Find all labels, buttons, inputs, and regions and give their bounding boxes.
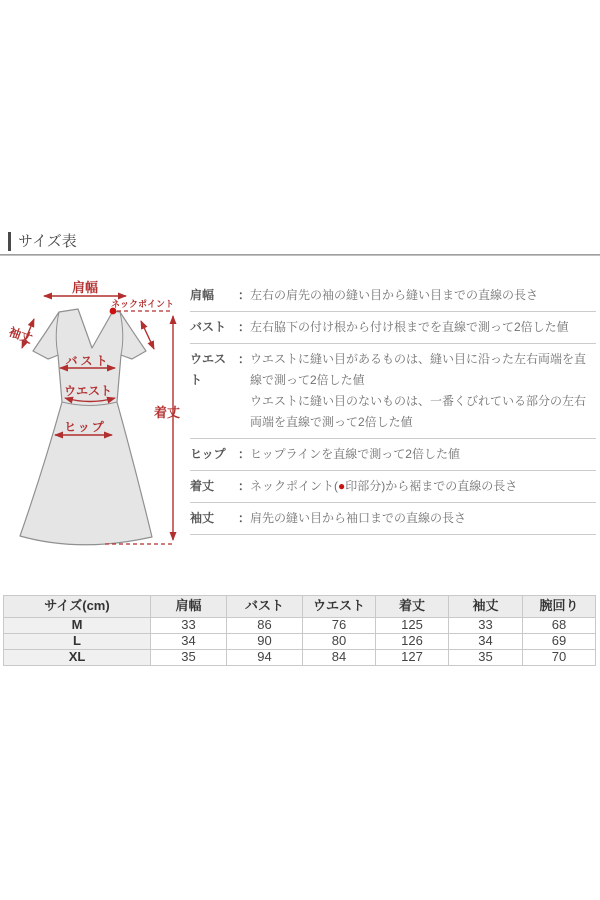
definition-text bbox=[250, 349, 596, 433]
definition-row-sleeve bbox=[190, 503, 596, 535]
definition-text-prefix: ネックポイント( bbox=[250, 479, 338, 493]
measurement-value-cell: 69 bbox=[523, 634, 596, 650]
neck-point-dot-glyph: ● bbox=[338, 479, 346, 493]
definition-label bbox=[190, 285, 250, 306]
size-table-head bbox=[4, 596, 596, 618]
definition-text-line2: ウエストに縫い目のないものは、一番くびれている部分の左右両端を直線で測って2倍した値 bbox=[250, 394, 587, 429]
definition-text: 左右の肩先の袖の縫い目から縫い目までの直線の長さ bbox=[250, 288, 539, 302]
measurement-value-cell: 86 bbox=[227, 618, 303, 634]
table-row-XL bbox=[4, 650, 596, 666]
measurement-value-cell: 80 bbox=[303, 634, 376, 650]
size-name-cell: M bbox=[4, 618, 151, 634]
definition-term: 肩幅 bbox=[190, 288, 215, 302]
column-header-4: 着丈 bbox=[376, 596, 449, 618]
definition-label bbox=[190, 349, 250, 391]
definition-text: 肩先の縫い目から袖口までの直線の長さ bbox=[250, 511, 467, 525]
definition-row-hip bbox=[190, 439, 596, 471]
size-table-header-row bbox=[4, 596, 596, 618]
size-name-cell: L bbox=[4, 634, 151, 650]
measurement-value-cell: 90 bbox=[227, 634, 303, 650]
measurement-value-cell: 35 bbox=[449, 650, 523, 666]
definition-row-shoulder bbox=[190, 280, 596, 312]
definition-term: バスト bbox=[190, 320, 227, 334]
size-table-body bbox=[4, 618, 596, 666]
definition-label bbox=[190, 508, 250, 529]
column-header-3: ウエスト bbox=[303, 596, 376, 618]
measurement-value-cell: 34 bbox=[151, 634, 227, 650]
measurement-value-cell: 33 bbox=[449, 618, 523, 634]
definition-row-length bbox=[190, 471, 596, 503]
definition-colon: ： bbox=[237, 320, 250, 334]
label-bust: バスト bbox=[65, 354, 111, 368]
measurement-value-cell: 35 bbox=[151, 650, 227, 666]
column-header-6: 腕回り bbox=[523, 596, 596, 618]
label-shoulder-width: 肩幅 bbox=[71, 280, 99, 295]
measurement-value-cell: 127 bbox=[376, 650, 449, 666]
measurement-value-cell: 70 bbox=[523, 650, 596, 666]
label-neck-point: ネックポイント bbox=[110, 299, 174, 309]
section-title-text: サイズ表 bbox=[18, 233, 77, 250]
definition-row-waist bbox=[190, 344, 596, 439]
definition-text-suffix: 印部分)から裾までの直線の長さ bbox=[345, 479, 518, 493]
definition-term: 袖丈 bbox=[190, 511, 215, 525]
column-header-5: 袖丈 bbox=[449, 596, 523, 618]
section-title bbox=[8, 232, 77, 251]
definition-row-bust bbox=[190, 312, 596, 344]
size-table bbox=[3, 595, 596, 666]
definition-text: 左右脇下の付け根から付け根までを直線で測って2倍した値 bbox=[250, 320, 569, 334]
definition-text-line1: ウエストに縫い目があるものは、縫い目に沿った左右両端を直線で測って2倍した値 bbox=[250, 352, 587, 387]
measurement-value-cell: 34 bbox=[449, 634, 523, 650]
definition-text: ヒップラインを直線で測って2倍した値 bbox=[250, 447, 460, 461]
definition-label bbox=[190, 476, 250, 497]
definition-term: ヒップ bbox=[190, 447, 226, 461]
table-row-M bbox=[4, 618, 596, 634]
label-waist: ウエスト bbox=[63, 384, 113, 398]
definition-colon: ： bbox=[237, 479, 250, 493]
measurement-value-cell: 33 bbox=[151, 618, 227, 634]
definition-colon: ： bbox=[237, 352, 250, 366]
definition-term: ウエスト bbox=[190, 352, 227, 387]
sleeve-length-arrow-right bbox=[141, 321, 154, 349]
measurement-definitions bbox=[190, 280, 596, 535]
measurement-value-cell: 76 bbox=[303, 618, 376, 634]
definition-label bbox=[190, 444, 250, 465]
column-header-0: サイズ(cm) bbox=[4, 596, 151, 618]
label-hip: ヒップ bbox=[64, 420, 106, 434]
measurement-value-cell: 126 bbox=[376, 634, 449, 650]
label-garment-length: 着丈 bbox=[154, 405, 181, 420]
label-sleeve-length: 袖丈 bbox=[6, 324, 35, 347]
title-divider bbox=[0, 254, 600, 256]
dress-diagram bbox=[0, 275, 195, 567]
definition-colon: ： bbox=[237, 288, 250, 302]
measurement-value-cell: 68 bbox=[523, 618, 596, 634]
definition-colon: ： bbox=[237, 511, 250, 525]
definition-label bbox=[190, 317, 250, 338]
size-name-cell: XL bbox=[4, 650, 151, 666]
measurement-value-cell: 94 bbox=[227, 650, 303, 666]
measurement-value-cell: 84 bbox=[303, 650, 376, 666]
column-header-1: 肩幅 bbox=[151, 596, 227, 618]
table-row-L bbox=[4, 634, 596, 650]
dress-diagram-svg bbox=[0, 275, 195, 567]
measurement-value-cell: 125 bbox=[376, 618, 449, 634]
column-header-2: バスト bbox=[227, 596, 303, 618]
definition-colon: ： bbox=[237, 447, 250, 461]
definition-term: 着丈 bbox=[190, 479, 215, 493]
definition-text bbox=[250, 476, 596, 497]
